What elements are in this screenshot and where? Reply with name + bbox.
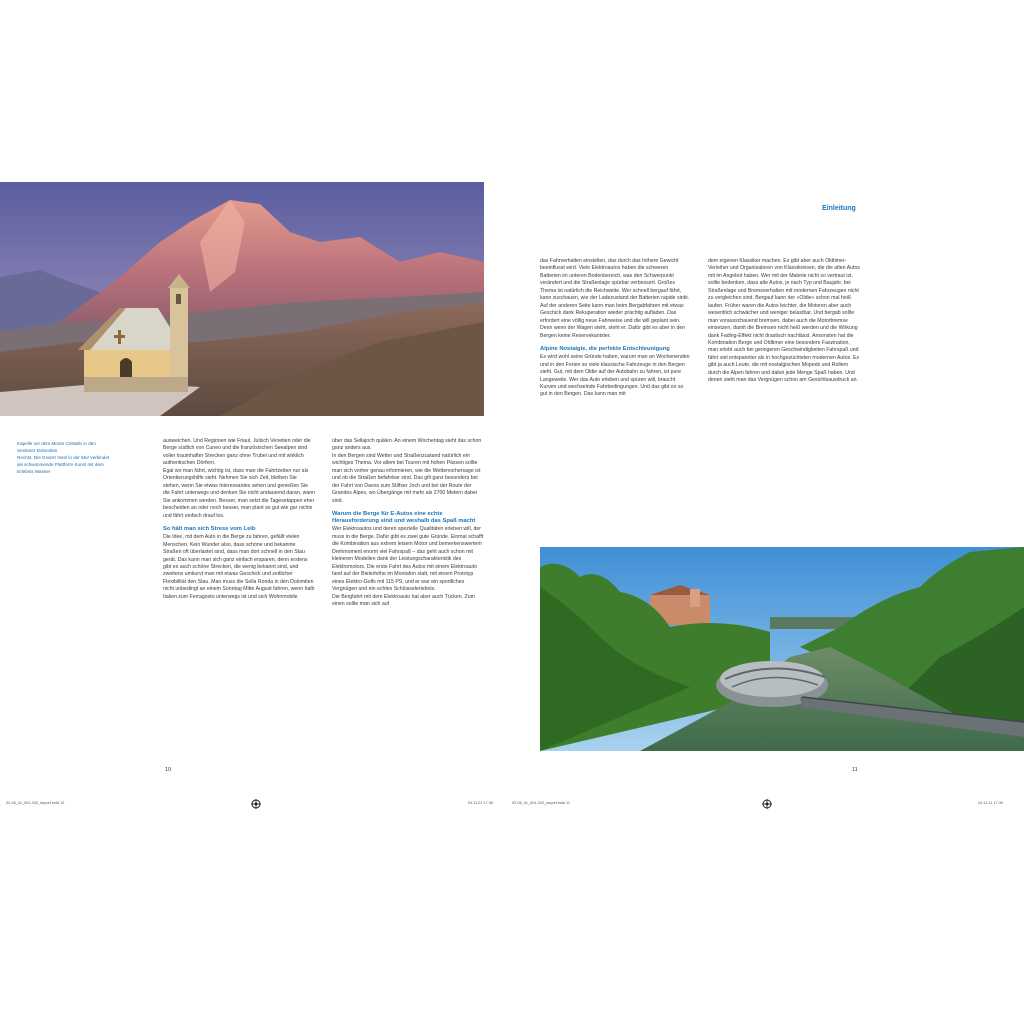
registration-mark-icon — [762, 799, 772, 809]
print-slug-date-right: 04.11.21 17:30 — [978, 801, 1004, 805]
left-column-1 — [163, 438, 315, 601]
left-column-2 — [332, 438, 484, 608]
paragraph: Es wird wohl seine Gründe haben, warum man an Wochenenden und in den Ferien so viele klassische Fahrzeuge in den Bergen sieht. Gut, mit dem Oldie auf der Autobahn zu fahren, ist pure Langeweile. Wer das Auto erleben und spüren will, braucht Kurven und wechselnde Fahrbedingungen. Und das gibt es so gut in den Bergen. Das kann man mit — [540, 354, 690, 398]
paragraph: dem eigenen Klassiker machen. Es gibt aber auch Oldtimer-Verleiher und Organisatoren von Klassikreisen, die die alten Autos mit im Angebot haben. Wer mit der Materie nicht so vertraut ist, sollte bedenken, dass alte Autos, je nach Typ und Baujahr, bei Straßenlage und Bremsverhalten mit modernen Fahrzeugen nicht zu vergleichen sind. Bergauf kann der »Oldie« schon mal heiß laufen. Früher waren die Autos leichter, die Motoren aber auch wesentlich schwächer und weniger belastbar. Und bergab sollte man vorausschauend bremsen, dabei auch die Motorbremse einsetzen, damit die Bremsen nicht heiß werden und die Wirkung dank Fading-Effekt nicht drastisch nachlässt. Ansonsten hat die Kombination Berge und Oldtimer eine besondere Faszination, man erlebt auch bei geringeren Geschwindigkeiten Fahrspaß und fährt viel entspannter als in hochgezüchteten modernen Autos. Es gibt ja auch Leute, die mit nostalgischen Mopeds und Rollern durch die Alpen fahren und dabei jede Menge Spaß haben. Und denen sieht man das Vergnügen schon am Gesichtsausdruck an. — [708, 258, 860, 384]
caption-line: Rechts: Die Grazer Insel in der Mur verbindet — [17, 455, 110, 461]
print-slug-right: 02-06_01_001-032_import.indd 11 — [512, 801, 570, 805]
page-number-left: 10 — [165, 767, 172, 773]
print-slug-date-left: 04.11.21 17:30 — [468, 801, 494, 805]
caption-line: Sextener Dolomiten — [17, 448, 58, 454]
paragraph: über das Sellajoch quälen. An einem Wochentag sieht das schon ganz anders aus. — [332, 438, 482, 452]
subheading: Alpine Nostalgie, die perfekte Entschleunigung — [540, 345, 670, 352]
paragraph: ausweichen. Und Regionen wie Friaul, Julisch Venetien oder die Berge südlich von Cuneo und die französischen Seealpen sind voller traumhafter Strecken ganz ohne Trubel und mit wirklich authentischen Dörfern. — [163, 438, 311, 467]
photo-caption — [17, 440, 147, 475]
right-column-1 — [540, 258, 690, 399]
caption-line: Kapelle vor dem Monte Cristallo in den — [17, 441, 96, 446]
subheading: Warum die Berge für E-Autos eine echte Herausforderung sind und weshalb das Spaß macht — [332, 511, 476, 525]
paragraph: Die Idee, mit dem Auto in die Berge zu fahren, gefällt vielen Menschen. Kein Wunder also, dass schöne und bekannte Straßen oft überlastet sind, dass man dort schnell in den Stau gerät. Das kann man sich ganz einfach ersparen, denn erstens gibt es auch schöne Strecken, die wenig bekannt sind, und zweitens umkurvt man mit etwas Geschick und zeitlicher Flexibilität den Stau. Man muss die Sella Ronda in den Dolomiten nicht unbedingt an einem Sonntag Mitte August fahren, wenn halb Italien zum Ferragosto unterwegs ist und sich Wohnmobile — [163, 534, 315, 600]
right-column-2 — [708, 258, 860, 385]
graz-murinsel-photo — [540, 547, 1024, 751]
section-label: Einleitung — [822, 205, 856, 212]
caption-line: Erlebnis Wasser — [17, 469, 51, 475]
page-number-right: 11 — [852, 767, 858, 773]
paragraph: Egal wo man fährt, wichtig ist, dass man die Fahrtzeiten nur als Orientierungshilfe sieht. Nehmen Sie sich Zeit, bleiben Sie stehen, wenn Sie etwas Interessantes sehen und genießen Sie die Fahrt unterwegs und denken Sie nicht andauernd daran, wann Sie ankommen werden. Besser, man setzt die Tagesetappen eher bescheiden an oder noch besser, man plant so gut wie gar nichts und fährt einfach drauf los. — [163, 467, 315, 519]
registration-mark-icon — [251, 799, 261, 809]
chapel-mountain-photo — [0, 182, 484, 416]
print-slug-left: 02-06_01_001-032_import.indd 10 — [6, 801, 65, 805]
subheading: So hält man sich Stress vom Leib — [163, 525, 256, 532]
paragraph: Wer Elektroautos und deren spezielle Qualitäten erleben will, der muss in die Berge. Dafür gibt es zwei gute Gründe. Einmal schafft die Kombination aus extrem leisem Motor und bemerkenswertem Drehmoment enorm viel Fahrspaß – das geht auch schon mit kleineren Modellen dank der Leistungscharakteristik des Elektromotors. Die erste Fahrt des Autos mit einem Elektroauto fand auf der Bielerhöhe im Montafon statt, mit einem Prototyp eines Elektro-Golfs mit 115 PS, und er war ein sportliches Vergnügen und ein echtes Schlüsselerlebnis. — [332, 526, 484, 593]
caption-line: als schwimmende Plattform Kunst mit dem — [17, 462, 104, 468]
paragraph: In den Bergen sind Wetter und Straßenzustand natürlich ein wichtiges Thema. Vor allem bei Touren mit hohen Pässen sollte man sich vorher genau informieren, wie die Wettervorhersage ist und ob die Straßen befahrbar sind. Das gilt ganz besonders bei der Fahrt von Davos zum Stilfser Joch und bei der Route der Grandes Alpes, wo Übergänge mit mehr als 2700 Metern dabei sind. — [332, 452, 481, 504]
paragraph: das Fahrverhalten einstellen, das durch das höhere Gewicht beeinflusst wird. Viele Elektroautos haben die schweren Batterien im unteren Bodenbereich, was den Schwerpunkt verändert und die Straßenlage spürbar verbessert. Großes Thema ist natürlich die Reichweite. Wer schnell bergauf fährt, kann zuschauen, wie der Ladezustand der Batterien rapide sinkt. Auf der anderen Seite kann man beim Bergabfahren mit etwas Geschick dank Rekuperation wieder prächtig aufladen. Das erfordert eine völlig neue Fahrweise und die will geplant sein. Denn wenn der Wagen steht, steht er. Dafür gibt es aber in den Bergen keine Reservekanister. — [540, 258, 690, 339]
paragraph: Die Bergfahrt mit dem Elektroauto hat aber auch Tücken. Zum einen sollte man sich auf — [332, 593, 475, 608]
